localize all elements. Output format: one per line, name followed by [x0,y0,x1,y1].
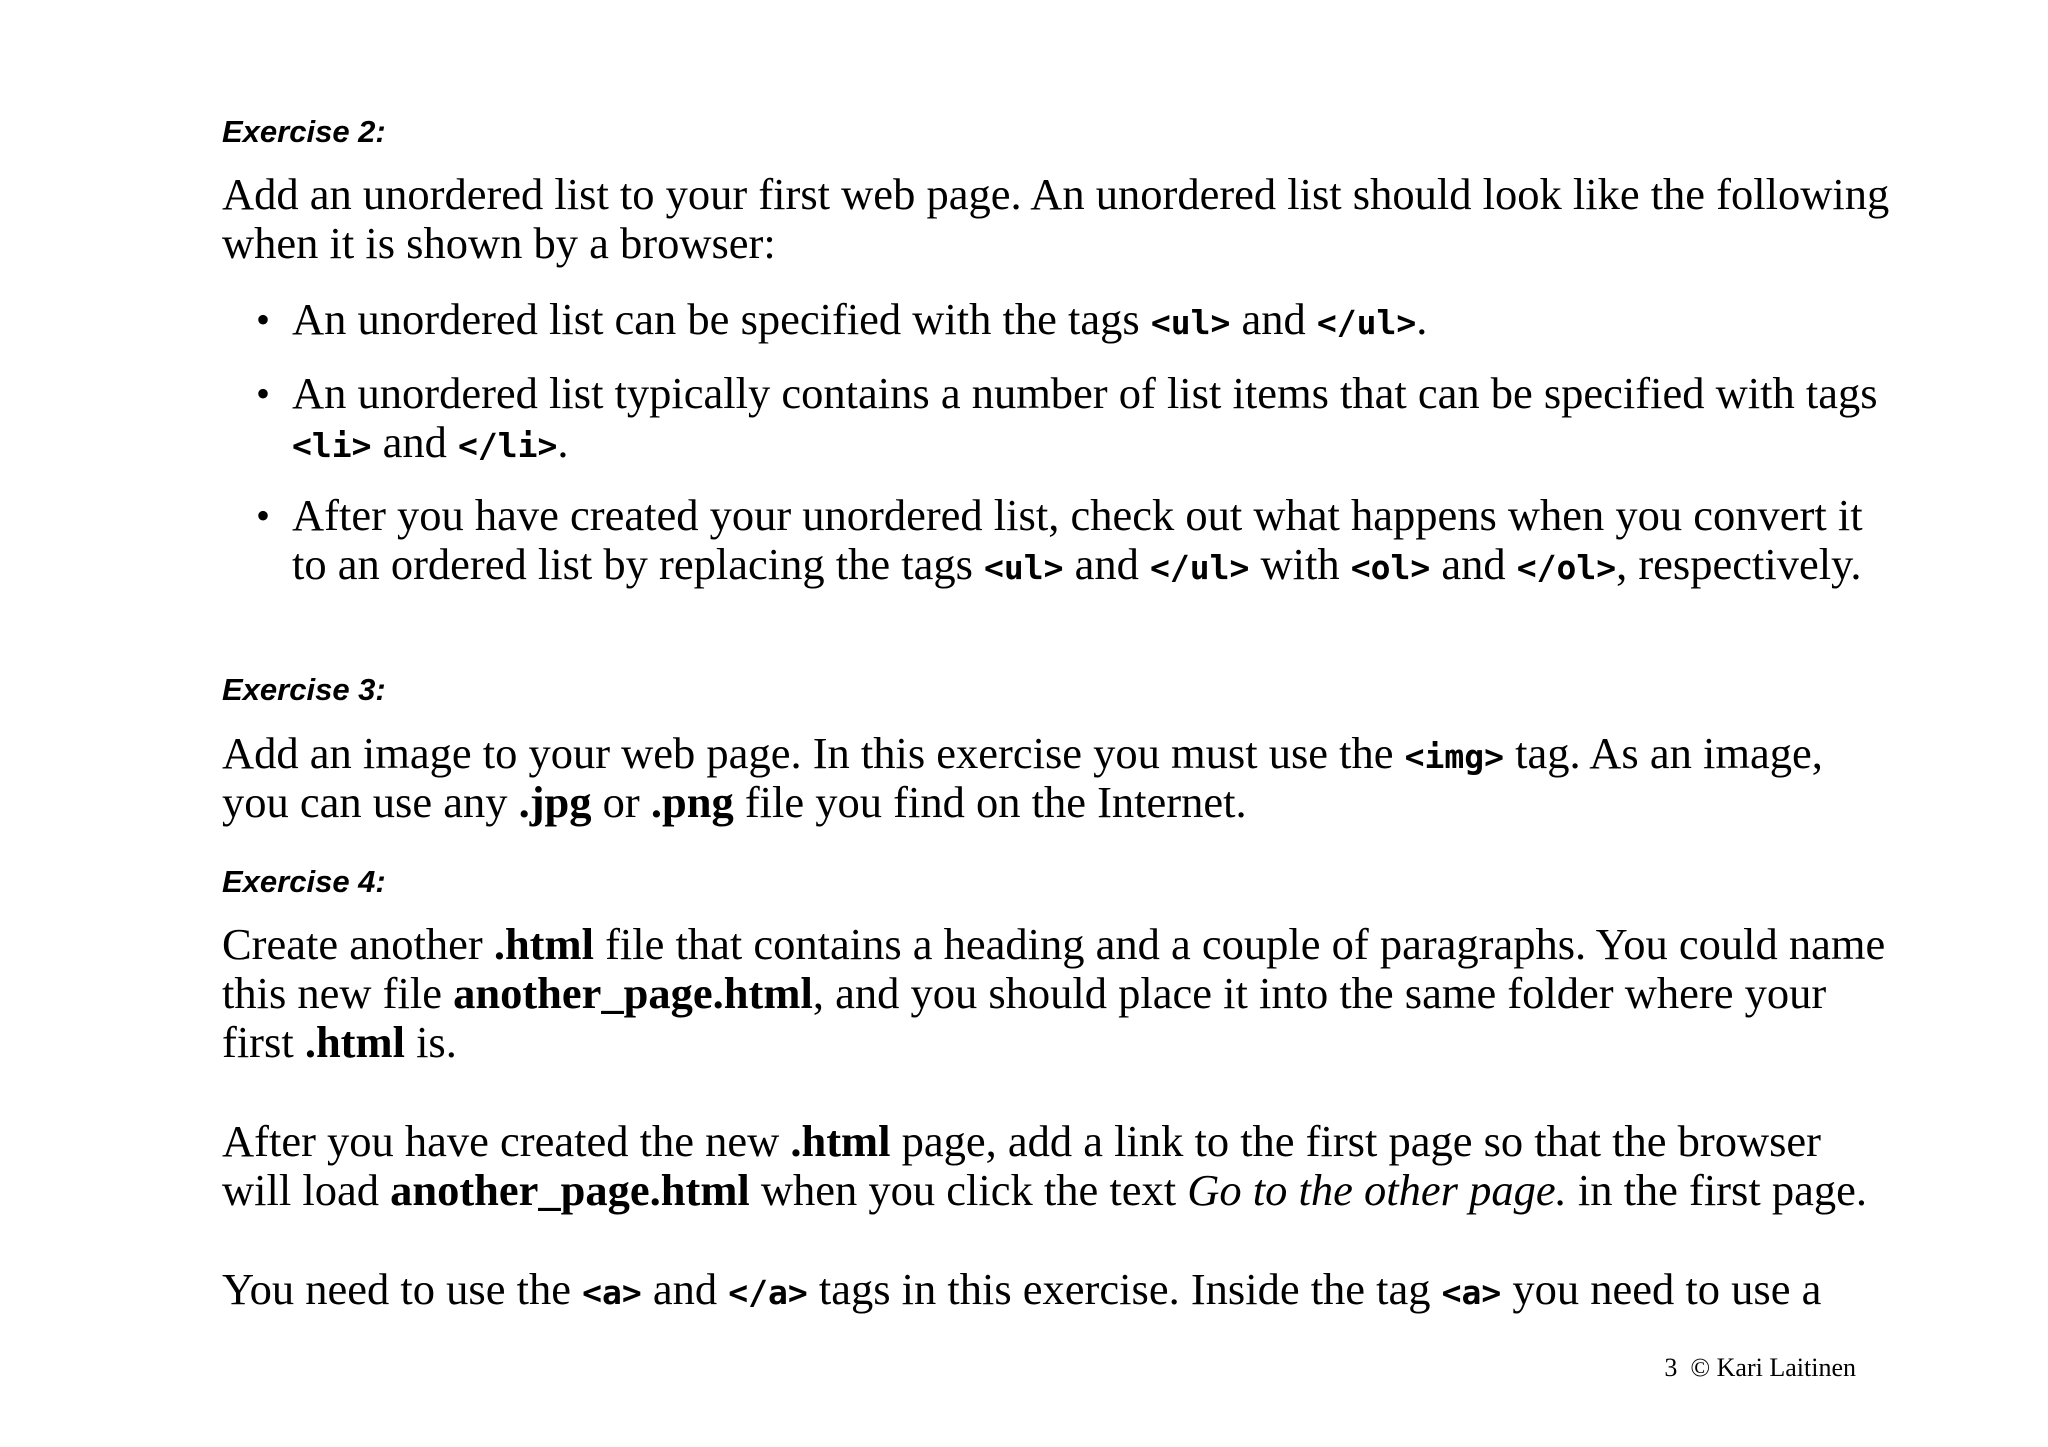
code-ul-open: <ul> [1150,303,1231,342]
code-ol-close: </ol> [1516,548,1617,587]
bullet-3-line-2: to an ordered list by replacing the tags <ul> and </ul> with <ol> and </ol>, respectively. [292,539,1862,589]
bullet-2-line-1: An unordered list typically contains a number of list items that can be specified with tags [292,368,1878,418]
exercise-4-p1-line-3: first .html is. [222,1017,457,1067]
exercise-4-heading: Exercise 4: [222,864,386,899]
code-li-close: </li> [458,426,558,465]
bullet-icon: • [256,297,271,342]
code-a-open: <a> [1441,1273,1502,1312]
page-number: 3 [1664,1353,1678,1382]
exercise-2-intro-line-2: when it is shown by a browser: [222,218,776,268]
exercise-3-line-2: you can use any .jpg or .png file you find on the Internet. [222,777,1247,827]
code-a-close: </a> [728,1273,808,1312]
code-ul-close: </ul> [1316,303,1417,342]
code-img: <img> [1404,737,1505,776]
exercise-4-p2-line-1: After you have created the new .html page, add a link to the first page so that the browser [222,1116,1821,1166]
bullet-2-line-2: <li> and </li>. [292,417,569,467]
page-footer [1664,1353,1856,1383]
link-text-example: Go to the other page. [1187,1165,1567,1215]
exercise-3-line-1: Add an image to your web page. In this exercise you must use the <img> tag. As an image, [222,728,1823,778]
exercise-4-p3-line-1: You need to use the <a> and </a> tags in this exercise. Inside the tag <a> you need to use a [222,1264,1822,1314]
code-ul-close: </ul> [1150,548,1250,587]
bullet-icon: • [256,493,271,538]
code-ol-open: <ol> [1350,548,1431,587]
code-li-open: <li> [292,426,372,465]
code-a-open: <a> [582,1273,642,1312]
jpg-extension: .jpg [518,777,592,827]
bullet-3-line-1: After you have created your unordered list, check out what happens when you convert it [292,490,1863,540]
exercise-2-intro-line-1: Add an unordered list to your first web page. An unordered list should look like the following [222,169,1890,219]
copyright-text: © Kari Laitinen [1690,1353,1856,1382]
exercise-4-p2-line-2: will load another_page.html when you click the text Go to the other page. in the first page. [222,1165,1867,1215]
exercise-4-p1-line-1: Create another .html file that contains a heading and a couple of paragraphs. You could name [222,919,1886,969]
bullet-1-text: An unordered list can be specified with the tags <ul> and </ul>. [292,294,1428,344]
exercise-2-heading: Exercise 2: [222,114,386,149]
exercise-4-p1-line-2: this new file another_page.html, and you should place it into the same folder where your [222,968,1827,1018]
exercise-3-heading: Exercise 3: [222,672,386,707]
code-ul-open: <ul> [984,548,1064,587]
document-page [222,0,1890,1447]
png-extension: .png [650,777,734,827]
bullet-icon: • [256,371,271,416]
